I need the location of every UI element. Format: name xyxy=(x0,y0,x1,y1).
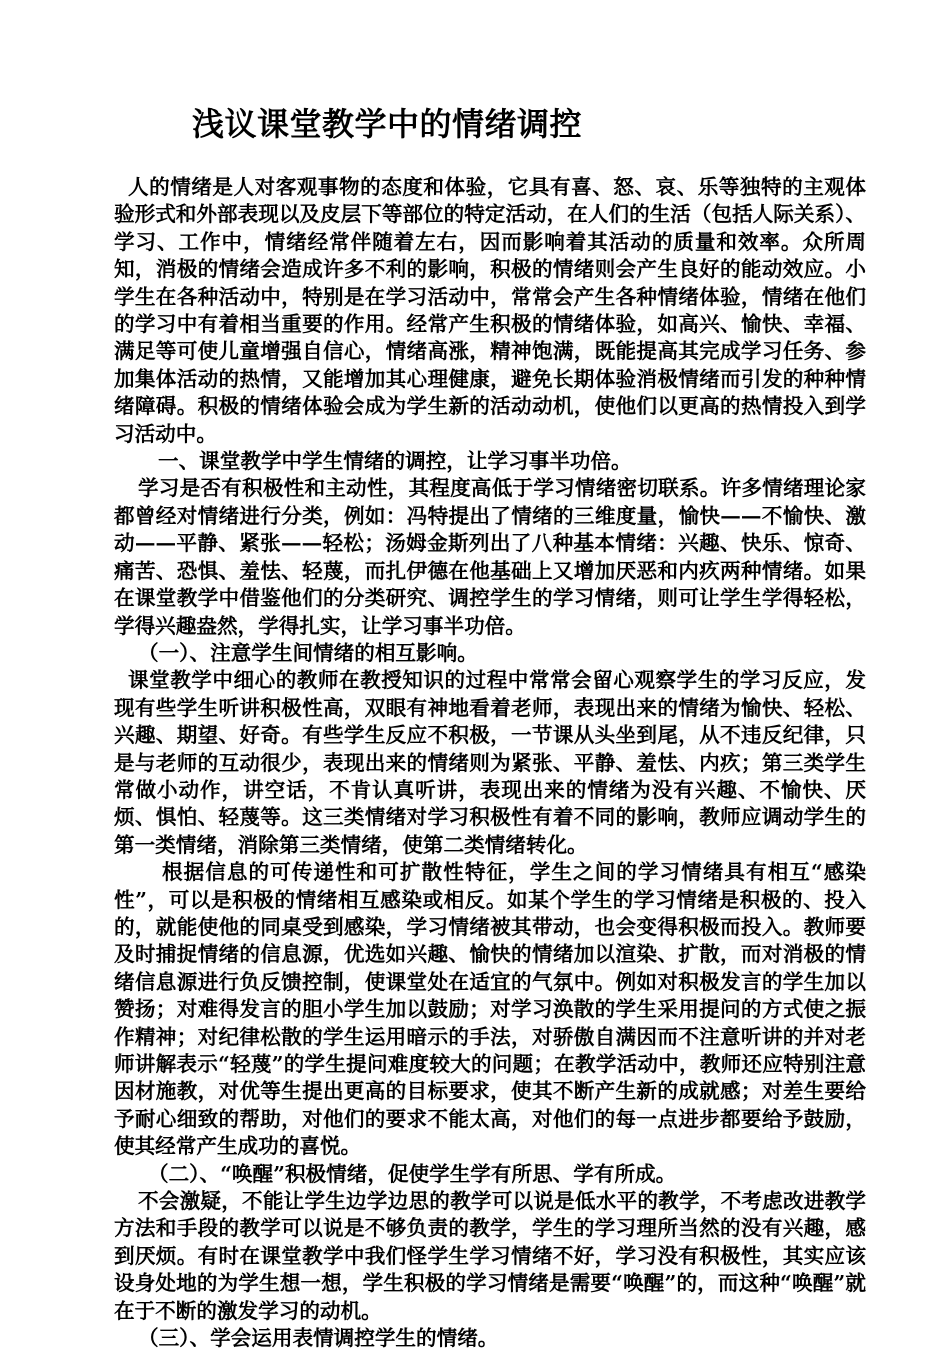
paragraph-contagion: 根据信息的可传递性和可扩散性特征，学生之间的学习情绪具有相互“感染性”，可以是积极的情绪相互感染或相反。如某个学生的学习情绪是积极的、投入的，就能使他的同桌受到感染，学习情绪被其带动，也会变得积极而投入。教师要及时捕捉情绪的信息源，优选如兴趣、愉快的情绪加以渲染、扩散，而对消极的情绪信息源进行负反馈控制，使课堂处在适宜的气氛中。例如对积极发言的学生加以赞扬；对难得发言的胆小学生加以鼓励；对学习涣散的学生采用提问的方式使之振作精神；对纪律松散的学生运用暗示的手法，对骄傲自满因而不注意听讲的并对老师讲解表示“轻蔑”的学生提问难度较大的问题；在教学活动中，教师还应特别注意因材施教，对优等生提出更高的目标要求，使其不断产生新的成就感；对差生要给予耐心细致的帮助，对他们的要求不能太高，对他们的每一点进步都要给予鼓励，使其经常产生成功的喜悦。 xyxy=(114,860,866,1159)
paragraph-intro: 人的情绪是人对客观事物的态度和体验，它具有喜、怒、哀、乐等独特的主观体验形式和外部表现以及皮层下等部位的特定活动，在人们的生活（包括人际关系）、学习、工作中，情绪经常伴随着左右，因而影响着其活动的质量和效率。众所周知，消极的情绪会造成许多不利的影响，积极的情绪则会产生良好的能动效应。小学生在各种活动中，特别是在学习活动中，常常会产生各种情绪体验，情绪在他们的学习中有着相当重要的作用。经常产生积极的情绪体验，如高兴、愉快、幸福、满足等可使儿童增强自信心，情绪高涨，精神饱满，既能提高其完成学习任务、参加集体活动的热情，又能增加其心理健康，避免长期体验消极情绪而引发的种种情绪障碍。积极的情绪体验会成为学生新的活动动机，使他们以更高的热情投入到学习活动中。 xyxy=(114,175,866,446)
subsection-heading-3: （三）、学会运用表情调控学生的情绪。 xyxy=(138,1326,499,1351)
subsection-heading-2: （二）、“唤醒”积极情绪，促使学生学有所思、学有所成。 xyxy=(148,1161,677,1186)
subsection-heading-1: （一）、注意学生间情绪的相互影响。 xyxy=(138,640,478,665)
document-title: 浅议课堂教学中的情绪调控 xyxy=(192,105,583,143)
paragraph-arousal: 不会激疑，不能让学生边学边思的教学可以说是低水平的教学，不考虑改进教学方法和手段的教学可以说是不够负责的教学，学生的学习理所当然的没有兴趣，感到厌烦。有时在课堂教学中我们怪学生学习情绪不好，学习没有积极性，其实应该设身处地的为学生想一想，学生积极的学习情绪是需要“唤醒”的，而这种“唤醒”就在于不断的激发学习的动机。 xyxy=(114,1189,866,1323)
paragraph-classification: 学习是否有积极性和主动性，其程度高低于学习情绪密切联系。许多情绪理论家都曾经对情绪进行分类，例如：冯特提出了情绪的三维度量，愉快——不愉快、激动——平静、紧张——轻松；汤姆金斯列出了八种基本情绪：兴趣、快乐、惊奇、痛苦、恐惧、羞怯、轻蔑，而扎伊德在他基础上又增加厌恶和内疚两种情绪。如果在课堂教学中借鉴他们的分类研究、调控学生的学习情绪，则可让学生学得轻松，学得兴趣盎然，学得扎实，让学习事半功倍。 xyxy=(114,476,866,638)
paragraph-observation: 课堂教学中细心的教师在教授知识的过程中常常会留心观察学生的学习反应，发现有些学生听讲积极性高，双眼有神地看着老师，表现出来的情绪为愉快、轻松、兴趣、期望、好奇。有些学生反应不积极，一节课从头坐到尾，从不违反纪律，只是与老师的互动很少，表现出来的情绪则为紧张、平静、羞怯、内疚；第三类学生常做小动作，讲空话，不肯认真听讲，表现出来的情绪为没有兴趣、不愉快、厌烦、惧怕、轻蔑等。这三类情绪对学习积极性有着不同的影响，教师应调动学生的第一类情绪，消除第三类情绪，使第二类情绪转化。 xyxy=(114,668,866,857)
section-heading-1: 一、课堂教学中学生情绪的调控，让学习事半功倍。 xyxy=(158,449,632,474)
document-body xyxy=(114,174,866,1352)
